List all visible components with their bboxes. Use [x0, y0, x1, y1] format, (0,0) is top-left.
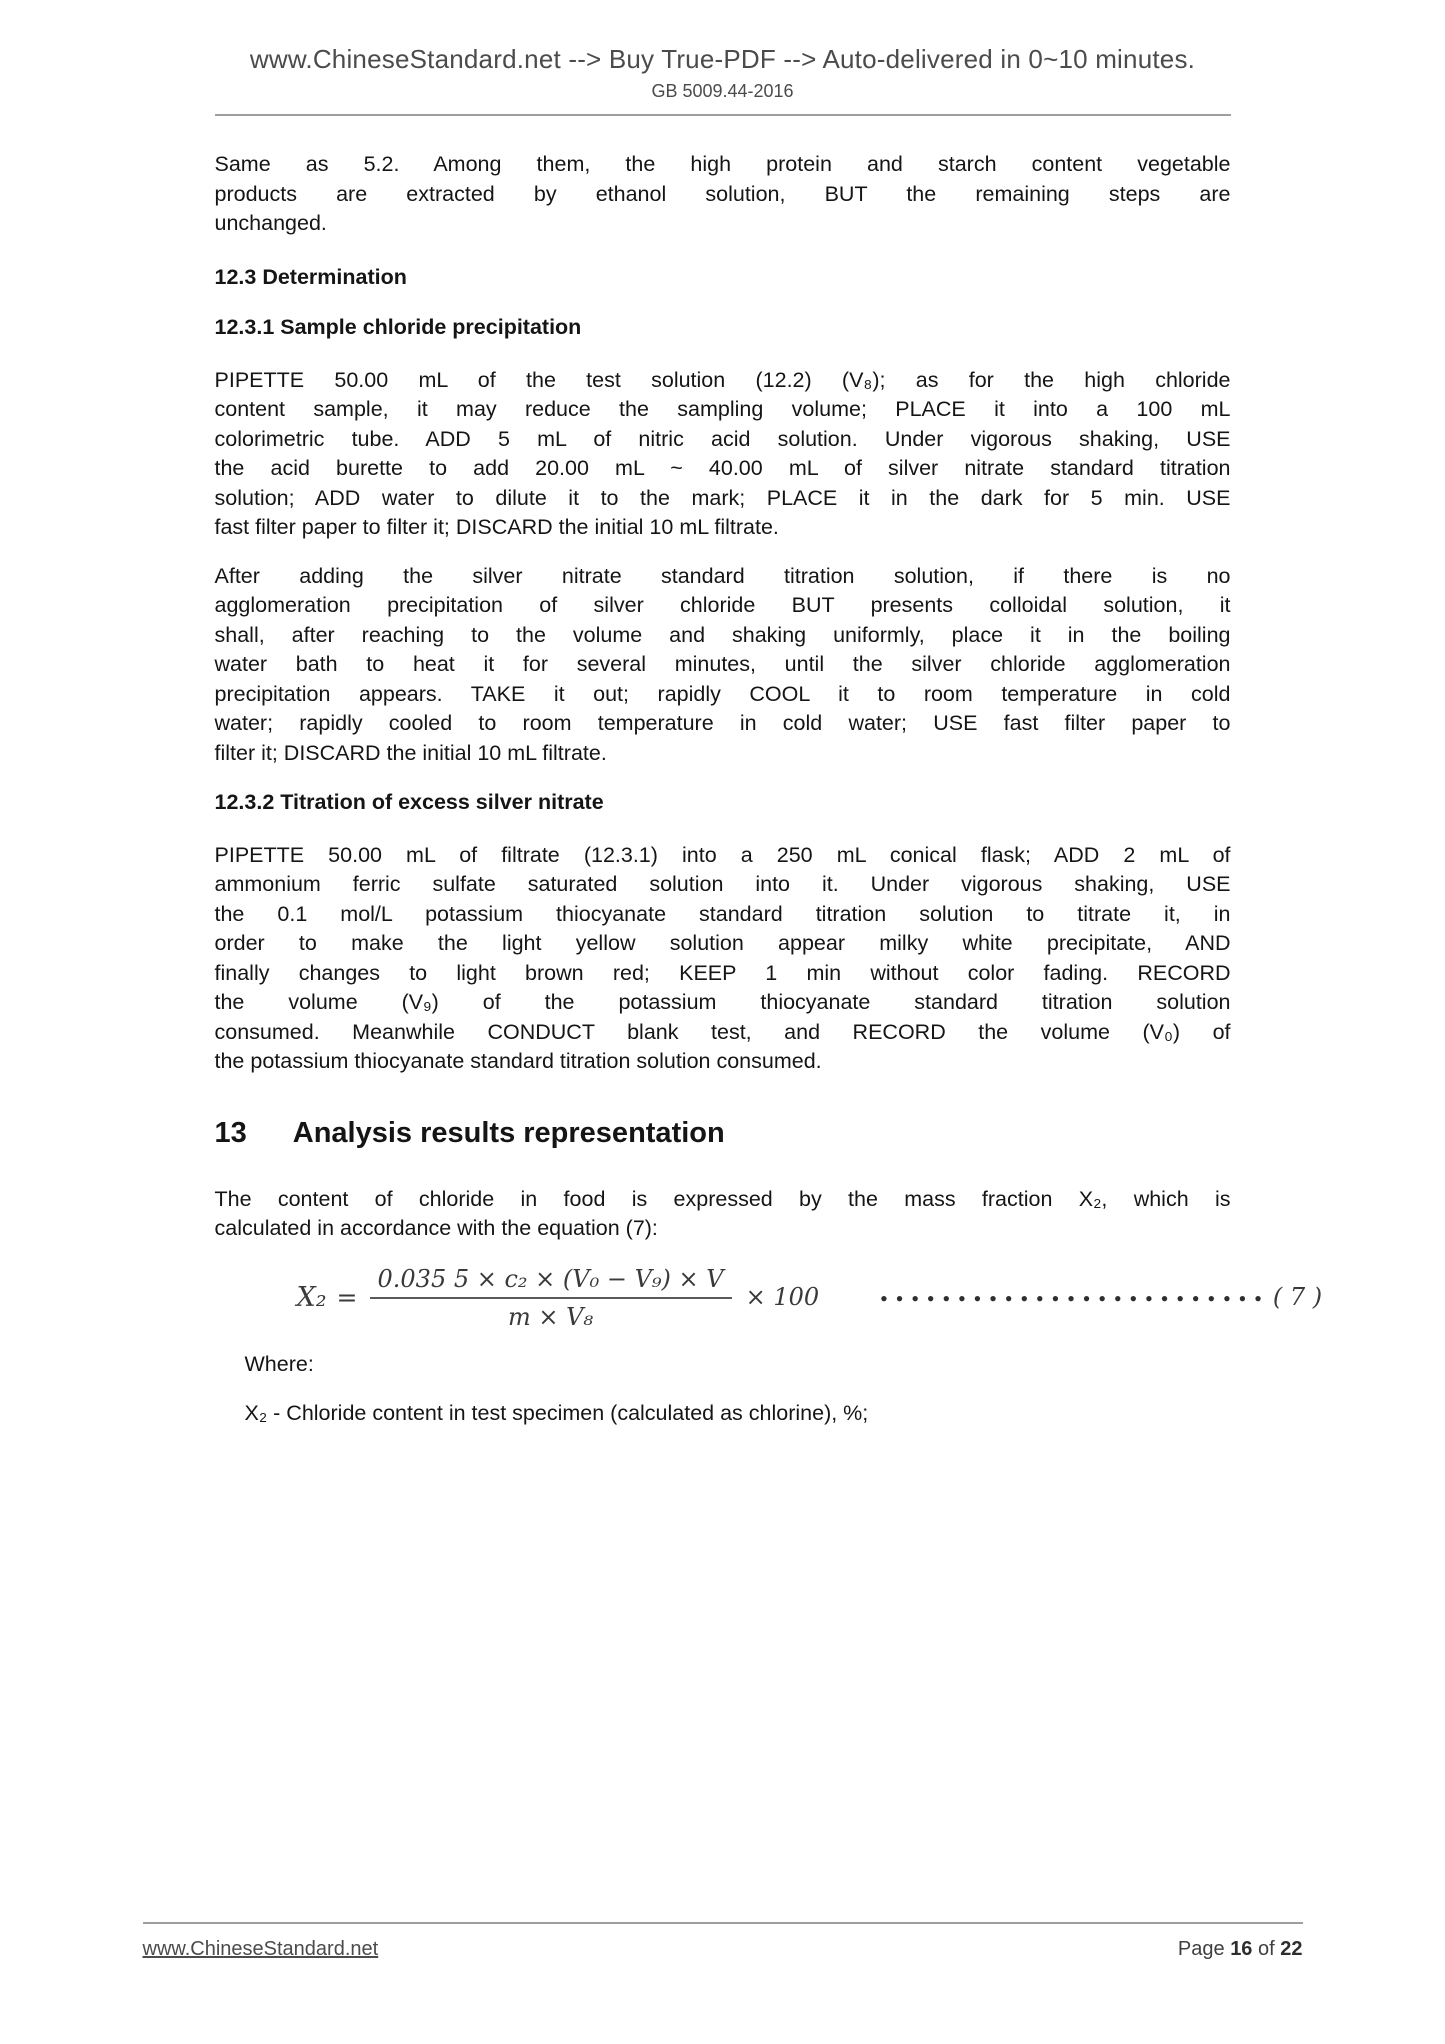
paragraph-line: the acid burette to add 20.00 mL ~ 40.00 mL of silver nitrate standard titration — [214, 456, 1231, 480]
paragraph-line: the volume (V₉) of the potassium thiocyanate standard titration solution — [214, 990, 1231, 1014]
paragraph-line: colorimetric tube. ADD 5 mL of nitric acid solution. Under vigorous shaking, USE — [214, 426, 1231, 451]
equation-fraction — [370, 1264, 732, 1332]
paragraph-line: PIPETTE 50.00 mL of the test solution (12.2) (V₈); as for the high chloride — [214, 367, 1231, 392]
fraction-denominator: m × V₈ — [508, 1302, 594, 1331]
paragraph-chloride-content — [215, 1185, 1231, 1244]
page-label: Page — [1177, 1938, 1225, 1960]
equation-multiplier: × 100 — [745, 1282, 820, 1311]
paragraph-line: Same as 5.2. Among them, the high protein and starch content vegetable — [214, 152, 1231, 176]
equals-sign: = — [336, 1282, 358, 1312]
heading-13-title: Analysis results representation — [292, 1116, 725, 1149]
heading-12-3-2: 12.3.2 Titration of excess silver nitrate — [214, 790, 604, 814]
fraction-numerator: 0.035 5 × c₂ × (V₀ − V₉) × V — [377, 1264, 724, 1293]
paragraph-after-adding — [215, 562, 1231, 769]
paragraph-line: ammonium ferric sulfate saturated solution into it. Under vigorous shaking, USE — [214, 872, 1231, 896]
paragraph-line: water bath to heat it for several minutes, until the silver chloride agglomeration — [214, 652, 1231, 676]
paragraph-line: agglomeration precipitation of silver chloride BUT presents colloidal solution, it — [214, 593, 1231, 617]
page-current: 16 — [1230, 1938, 1253, 1960]
page-footer — [0, 1922, 1445, 2044]
equation-7 — [215, 1264, 1323, 1332]
paragraph-line: After adding the silver nitrate standard titration solution, if there is no — [214, 563, 1231, 588]
where-label: Where: — [244, 1351, 314, 1376]
paragraph-line: content sample, it may reduce the sampling volume; PLACE it into a 100 mL — [214, 397, 1231, 421]
paragraph-line: water; rapidly cooled to room temperature in cold water; USE fast filter paper to — [214, 711, 1231, 735]
paragraph-line: products are extracted by ethanol solution, BUT the remaining steps are — [214, 181, 1231, 206]
standard-number: GB 5009.44-2016 — [651, 81, 794, 101]
heading-12-3: 12.3 Determination — [214, 264, 407, 289]
paragraph-sample-precipitation — [215, 366, 1231, 543]
heading-12-3-1: 12.3.1 Sample chloride precipitation — [214, 315, 582, 339]
heading-13 — [215, 1115, 1231, 1151]
paragraph-line: PIPETTE 50.00 mL of filtrate (12.3.1) into a 250 mL conical flask; ADD 2 mL of — [214, 842, 1231, 867]
heading-13-number: 13 — [214, 1116, 247, 1149]
page-header — [0, 44, 1445, 116]
paragraph-line: the 0.1 mol/L potassium thiocyanate standard titration solution to titrate it, in — [214, 901, 1231, 926]
equation-number: ( 7 ) — [1272, 1282, 1323, 1311]
footer-site-link[interactable]: www.ChineseStandard.net — [142, 1938, 379, 1960]
of-label: of — [1258, 1938, 1275, 1960]
paragraph-line: solution; ADD water to dilute it to the mark; PLACE it in the dark for 5 min. USE — [214, 485, 1231, 510]
paragraph-line: calculated in accordance with the equation (7): — [214, 1216, 658, 1240]
paragraph-line: The content of chloride in food is expressed by the mass fraction X₂, which is — [214, 1186, 1231, 1211]
page-indicator — [1178, 1936, 1303, 1962]
equation-lhs: X₂ — [296, 1281, 327, 1313]
paragraph-line: filter it; DISCARD the initial 10 mL filtrate. — [214, 740, 607, 765]
paragraph-line: shall, after reaching to the volume and shaking uniformly, place it in the boiling — [214, 622, 1231, 647]
page-total: 22 — [1280, 1938, 1303, 1960]
paragraph-same-as — [215, 150, 1231, 239]
paragraph-line: consumed. Meanwhile CONDUCT blank test, and RECORD the volume (V₀) of — [214, 1019, 1231, 1044]
footer-divider — [143, 1922, 1303, 1924]
x2-definition: X₂ - Chloride content in test specimen (calculated as chlorine), %; — [244, 1401, 869, 1425]
paragraph-line: order to make the light yellow solution appear milky white precipitate, AND — [214, 931, 1231, 955]
header-promo-link[interactable]: www.ChineseStandard.net --> Buy True-PDF --> Auto-delivered in 0~10 minutes. — [249, 44, 1196, 74]
paragraph-line: unchanged. — [214, 211, 327, 235]
paragraph-line: fast filter paper to filter it; DISCARD the initial 10 mL filtrate. — [214, 515, 779, 539]
paragraph-titration — [215, 841, 1231, 1077]
paragraph-line: finally changes to light brown red; KEEP 1 min without color fading. RECORD — [214, 960, 1231, 985]
document-body — [214, 116, 1323, 1429]
paragraph-line: precipitation appears. TAKE it out; rapidly COOL it to room temperature in cold — [214, 681, 1231, 706]
dot-leader: ••••••••••••••••••••••••• — [879, 1289, 1269, 1308]
paragraph-line: the potassium thiocyanate standard titration solution consumed. — [214, 1049, 822, 1073]
